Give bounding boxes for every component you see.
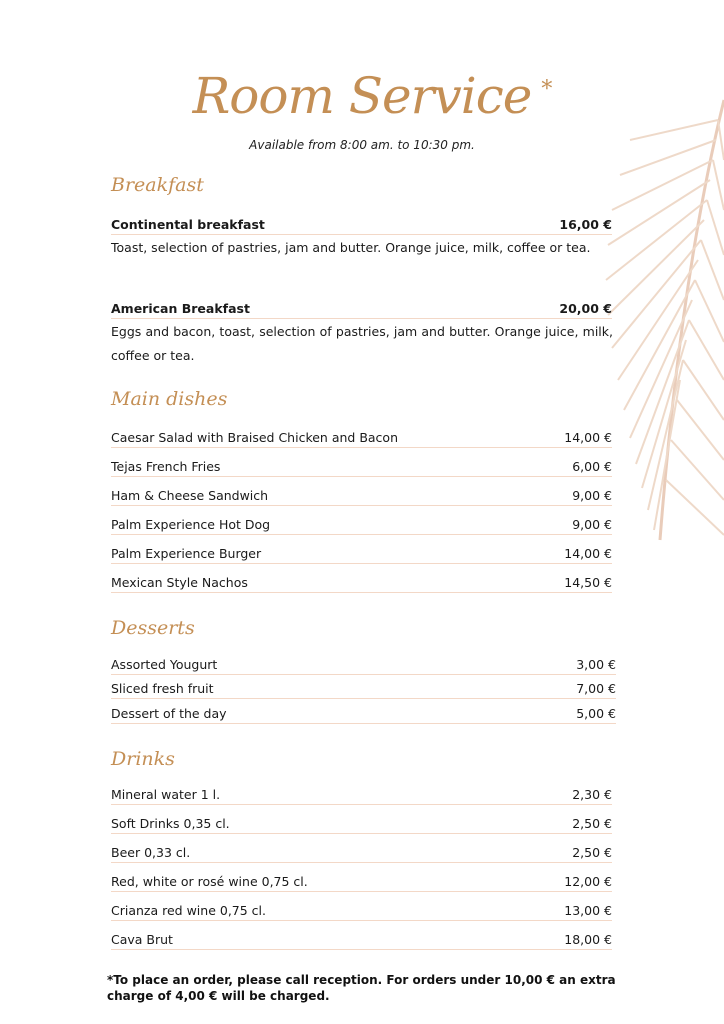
menu-item-row [111, 456, 612, 477]
item-name: Red, white or rosé wine 0,75 cl. [111, 874, 308, 889]
section-title-desserts: Desserts [111, 617, 195, 639]
item-price: 12,00 € [564, 874, 612, 889]
item-name: Sliced fresh fruit [111, 681, 214, 696]
menu-item-row [111, 813, 612, 834]
item-price: 18,00 € [564, 932, 612, 947]
item-description: Eggs and bacon, toast, selection of pastries, jam and butter. Orange juice, milk, coffee or tea. [111, 324, 613, 363]
item-name: Mineral water 1 l. [111, 787, 221, 802]
item-name: Mexican Style Nachos [111, 575, 248, 590]
menu-item-row [111, 654, 616, 675]
item-price: 2,30 € [572, 787, 612, 802]
section-title-breakfast: Breakfast [111, 174, 204, 196]
availability-subtitle: Available from 8:00 am. to 10:30 pm. [249, 138, 475, 152]
item-name: Palm Experience Burger [111, 546, 262, 561]
menu-item-row [111, 929, 612, 950]
item-price: 6,00 € [572, 459, 612, 474]
item-name: Beer 0,33 cl. [111, 845, 191, 860]
item-name: Soft Drinks 0,35 cl. [111, 816, 230, 831]
menu-item-row [111, 514, 612, 535]
menu-item-row [111, 842, 612, 863]
item-price: 5,00 € [576, 706, 616, 721]
item-description: Toast, selection of pastries, jam and butter. Orange juice, milk, coffee or tea. [111, 240, 591, 255]
title-asterisk: * [541, 77, 552, 102]
menu-item-row [111, 703, 616, 724]
item-price: 14,00 € [564, 546, 612, 561]
item-price: 9,00 € [572, 488, 612, 503]
item-price: 3,00 € [576, 657, 616, 672]
item-name: Caesar Salad with Braised Chicken and Bacon [111, 430, 398, 445]
menu-item-row [111, 543, 612, 564]
item-name: Cava Brut [111, 932, 173, 947]
menu-item-row [111, 871, 612, 892]
item-price: 16,00 € [559, 217, 612, 232]
item-name: Tejas French Fries [111, 459, 221, 474]
item-price: 2,50 € [572, 816, 612, 831]
item-name: Continental breakfast [111, 217, 265, 232]
menu-item-row [111, 900, 612, 921]
menu-item-row [111, 572, 612, 593]
section-title-main-dishes: Main dishes [111, 388, 228, 410]
item-name: Assorted Yougurt [111, 657, 218, 672]
menu-item-row [111, 214, 612, 235]
item-name: Dessert of the day [111, 706, 227, 721]
menu-item-row [111, 298, 612, 319]
menu-item-row [111, 678, 616, 699]
item-name: Crianza red wine 0,75 cl. [111, 903, 266, 918]
item-price: 20,00 € [559, 301, 612, 316]
item-price: 2,50 € [572, 845, 612, 860]
menu-item-row [111, 427, 612, 448]
item-name: Palm Experience Hot Dog [111, 517, 271, 532]
item-name: American Breakfast [111, 301, 250, 316]
item-price: 9,00 € [572, 517, 612, 532]
item-name: Ham & Cheese Sandwich [111, 488, 269, 503]
order-note: *To place an order, please call reception. For orders under 10,00 € an extra charge of 4,00 € will be charged. [107, 973, 616, 1003]
menu-item-row [111, 784, 612, 805]
item-price: 14,50 € [564, 575, 612, 590]
section-title-drinks: Drinks [111, 748, 175, 770]
page-title: Room Service * [193, 66, 532, 126]
item-price: 14,00 € [564, 430, 612, 445]
item-price: 13,00 € [564, 903, 612, 918]
header [0, 66, 724, 126]
item-price: 7,00 € [576, 681, 616, 696]
menu-item-row [111, 485, 612, 506]
